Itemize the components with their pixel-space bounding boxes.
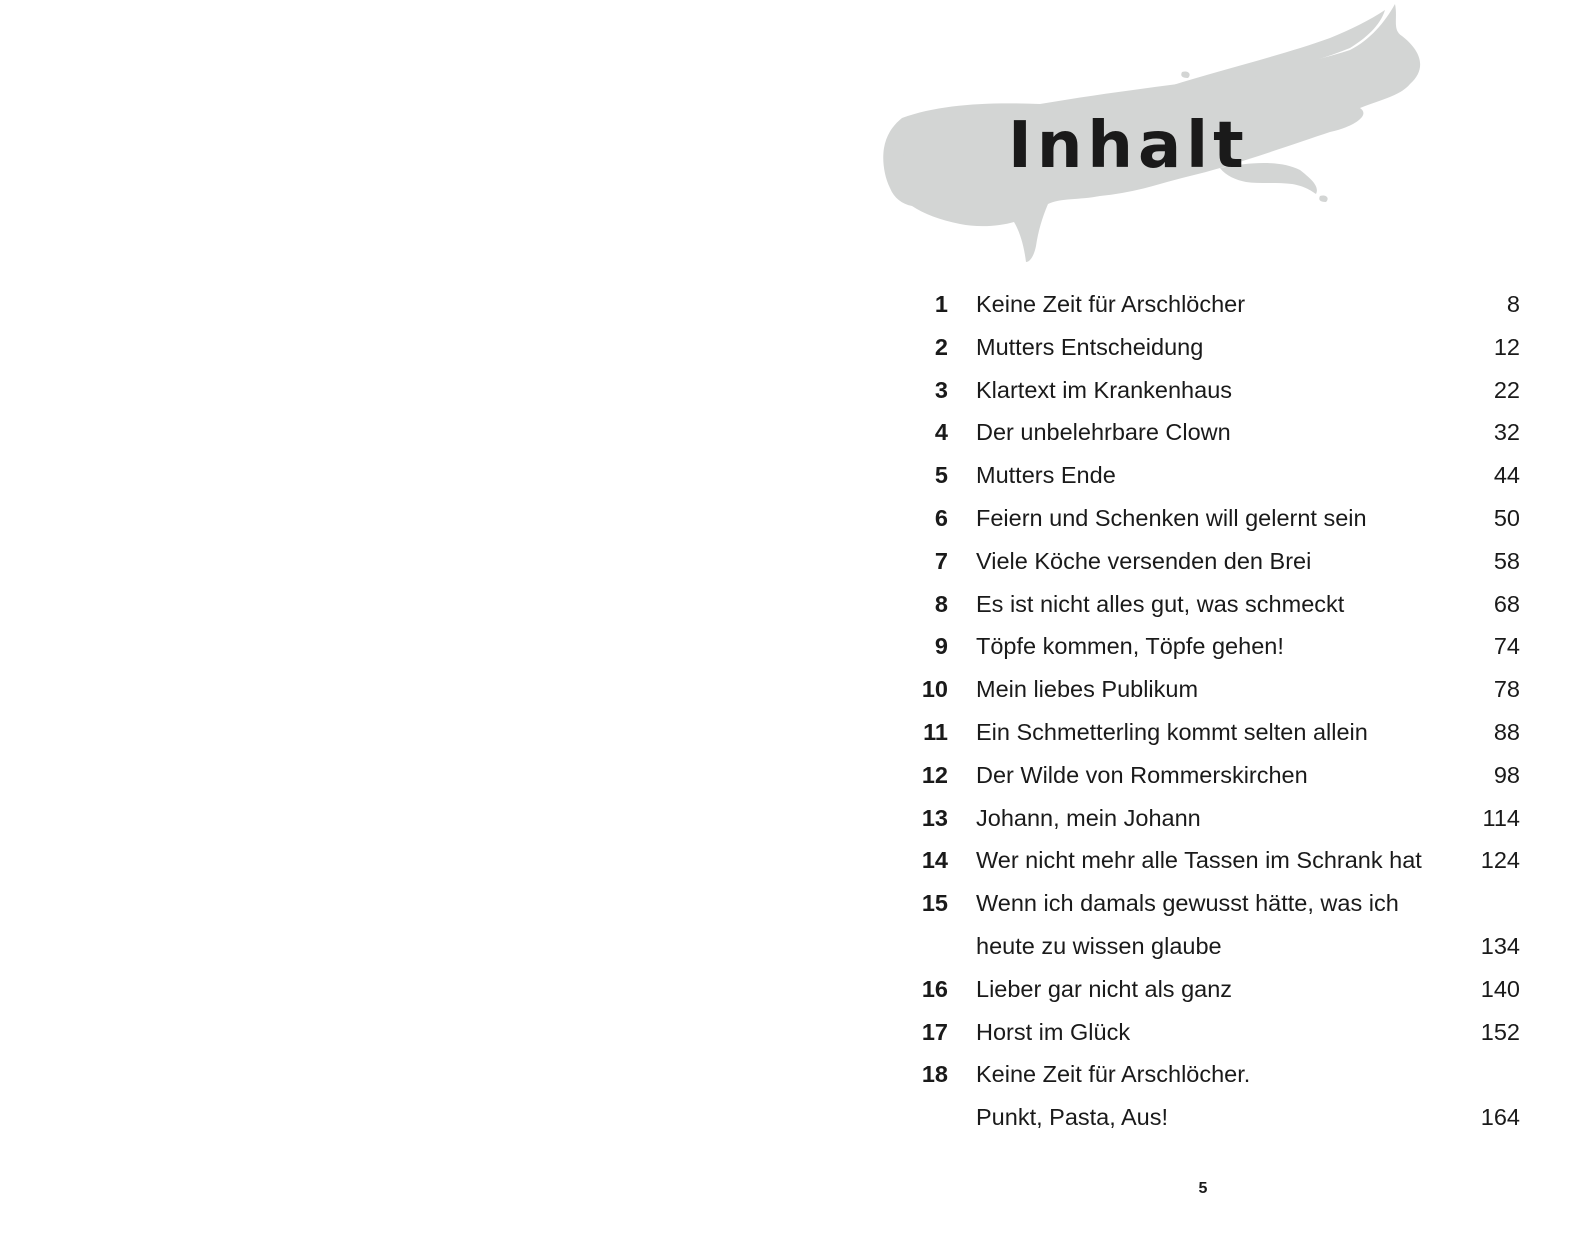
toc-line bbox=[900, 839, 1520, 882]
toc-line bbox=[900, 1053, 1520, 1096]
page-number: 5 bbox=[1198, 1180, 1208, 1197]
chapter-number: 15 bbox=[921, 890, 948, 917]
toc-entry bbox=[900, 583, 1520, 626]
toc-entry bbox=[900, 968, 1520, 1011]
chapter-title: Klartext im Krankenhaus bbox=[976, 376, 1233, 403]
brush-stroke-dot-2 bbox=[1181, 71, 1189, 78]
chapter-page-number: 32 bbox=[1493, 419, 1520, 446]
toc-entry bbox=[900, 497, 1520, 540]
chapter-page-number: 88 bbox=[1493, 718, 1520, 745]
toc-entry bbox=[900, 411, 1520, 454]
chapter-title: Johann, mein Johann bbox=[976, 804, 1201, 831]
chapter-page-number: 50 bbox=[1493, 504, 1520, 531]
toc-line bbox=[900, 925, 1520, 968]
chapter-number: 7 bbox=[934, 547, 948, 574]
toc-entry bbox=[900, 283, 1520, 326]
toc-entry bbox=[900, 882, 1520, 968]
toc-entry bbox=[900, 625, 1520, 668]
chapter-number: 10 bbox=[921, 676, 948, 703]
toc-line bbox=[900, 326, 1520, 369]
toc-entry bbox=[900, 454, 1520, 497]
chapter-number: 8 bbox=[934, 590, 948, 617]
toc-entry bbox=[900, 1011, 1520, 1054]
chapter-title: Lieber gar nicht als ganz bbox=[976, 975, 1233, 1002]
chapter-number: 4 bbox=[934, 419, 948, 446]
chapter-page-number: 58 bbox=[1493, 547, 1520, 574]
toc-line bbox=[900, 754, 1520, 797]
toc-entry bbox=[900, 326, 1520, 369]
chapter-title: Viele Köche versenden den Brei bbox=[976, 547, 1312, 574]
chapter-page-number: 22 bbox=[1493, 376, 1520, 403]
toc-line bbox=[900, 797, 1520, 840]
chapter-title: Keine Zeit für Arschlöcher. bbox=[976, 1061, 1251, 1088]
chapter-number: 12 bbox=[921, 761, 948, 788]
chapter-title: Töpfe kommen, Töpfe gehen! bbox=[976, 633, 1284, 660]
toc-entry bbox=[900, 1053, 1520, 1139]
chapter-number: 16 bbox=[921, 975, 948, 1002]
toc-entry bbox=[900, 668, 1520, 711]
toc-line bbox=[900, 369, 1520, 412]
chapter-title: Es ist nicht alles gut, was schmeckt bbox=[976, 590, 1345, 617]
chapter-page-number: 74 bbox=[1493, 633, 1520, 660]
table-of-contents bbox=[900, 283, 1520, 1139]
chapter-title: Der Wilde von Rommerskirchen bbox=[976, 761, 1308, 788]
chapter-number: 3 bbox=[934, 376, 948, 403]
chapter-page-number: 78 bbox=[1493, 676, 1520, 703]
chapter-number: 17 bbox=[921, 1018, 948, 1045]
chapter-title: Der unbelehrbare Clown bbox=[976, 419, 1231, 446]
chapter-number: 2 bbox=[934, 333, 948, 360]
toc-line bbox=[900, 968, 1520, 1011]
chapter-number: 13 bbox=[921, 804, 948, 831]
chapter-number: 9 bbox=[934, 633, 948, 660]
toc-line bbox=[900, 540, 1520, 583]
toc-line bbox=[900, 411, 1520, 454]
toc-entry bbox=[900, 540, 1520, 583]
chapter-number: 5 bbox=[934, 462, 948, 489]
chapter-page-number: 44 bbox=[1493, 462, 1520, 489]
chapter-page-number: 68 bbox=[1493, 590, 1520, 617]
chapter-number: 18 bbox=[921, 1061, 948, 1088]
chapter-number: 1 bbox=[934, 291, 948, 317]
chapter-page-number: 152 bbox=[1480, 1018, 1520, 1045]
chapter-title: Feiern und Schenken will gelernt sein bbox=[976, 504, 1367, 531]
chapter-title: Wer nicht mehr alle Tassen im Schrank hat bbox=[976, 847, 1422, 874]
chapter-page-number: 12 bbox=[1493, 333, 1520, 360]
chapter-number: 6 bbox=[934, 504, 948, 531]
toc-line bbox=[900, 1011, 1520, 1054]
chapter-title: Horst im Glück bbox=[976, 1018, 1131, 1045]
toc-line bbox=[900, 668, 1520, 711]
chapter-title: heute zu wissen glaube bbox=[976, 932, 1222, 959]
toc-entry bbox=[900, 839, 1520, 882]
toc-line bbox=[900, 1096, 1520, 1139]
chapter-title: Punkt, Pasta, Aus! bbox=[976, 1104, 1169, 1131]
brush-stroke-dot-1 bbox=[1319, 195, 1327, 202]
toc-entry bbox=[900, 754, 1520, 797]
chapter-page-number: 124 bbox=[1480, 847, 1520, 874]
toc-line bbox=[900, 497, 1520, 540]
toc-line bbox=[900, 454, 1520, 497]
toc-line bbox=[900, 882, 1520, 925]
toc-entry bbox=[900, 797, 1520, 840]
chapter-title: Mein liebes Publikum bbox=[976, 676, 1199, 703]
chapter-title: Mutters Entscheidung bbox=[976, 333, 1204, 360]
chapter-title: Mutters Ende bbox=[976, 462, 1116, 489]
chapter-number: 11 bbox=[923, 718, 948, 745]
toc-line bbox=[900, 625, 1520, 668]
chapter-page-number: 134 bbox=[1480, 932, 1520, 959]
chapter-page-number: 140 bbox=[1480, 975, 1520, 1002]
toc-entry bbox=[900, 711, 1520, 754]
chapter-page-number: 114 bbox=[1482, 804, 1520, 831]
chapter-title: Wenn ich damals gewusst hätte, was ich bbox=[976, 890, 1399, 917]
toc-line bbox=[900, 583, 1520, 626]
chapter-title: Keine Zeit für Arschlöcher bbox=[976, 291, 1246, 317]
toc-entry bbox=[900, 369, 1520, 412]
chapter-title: Ein Schmetterling kommt selten allein bbox=[976, 718, 1368, 745]
toc-line bbox=[900, 711, 1520, 754]
chapter-page-number: 8 bbox=[1506, 291, 1520, 317]
toc-line bbox=[900, 283, 1520, 326]
chapter-page-number: 164 bbox=[1480, 1104, 1520, 1131]
chapter-page-number: 98 bbox=[1493, 761, 1520, 788]
chapter-number: 14 bbox=[921, 847, 948, 874]
page-title: Inhalt bbox=[1008, 109, 1249, 183]
